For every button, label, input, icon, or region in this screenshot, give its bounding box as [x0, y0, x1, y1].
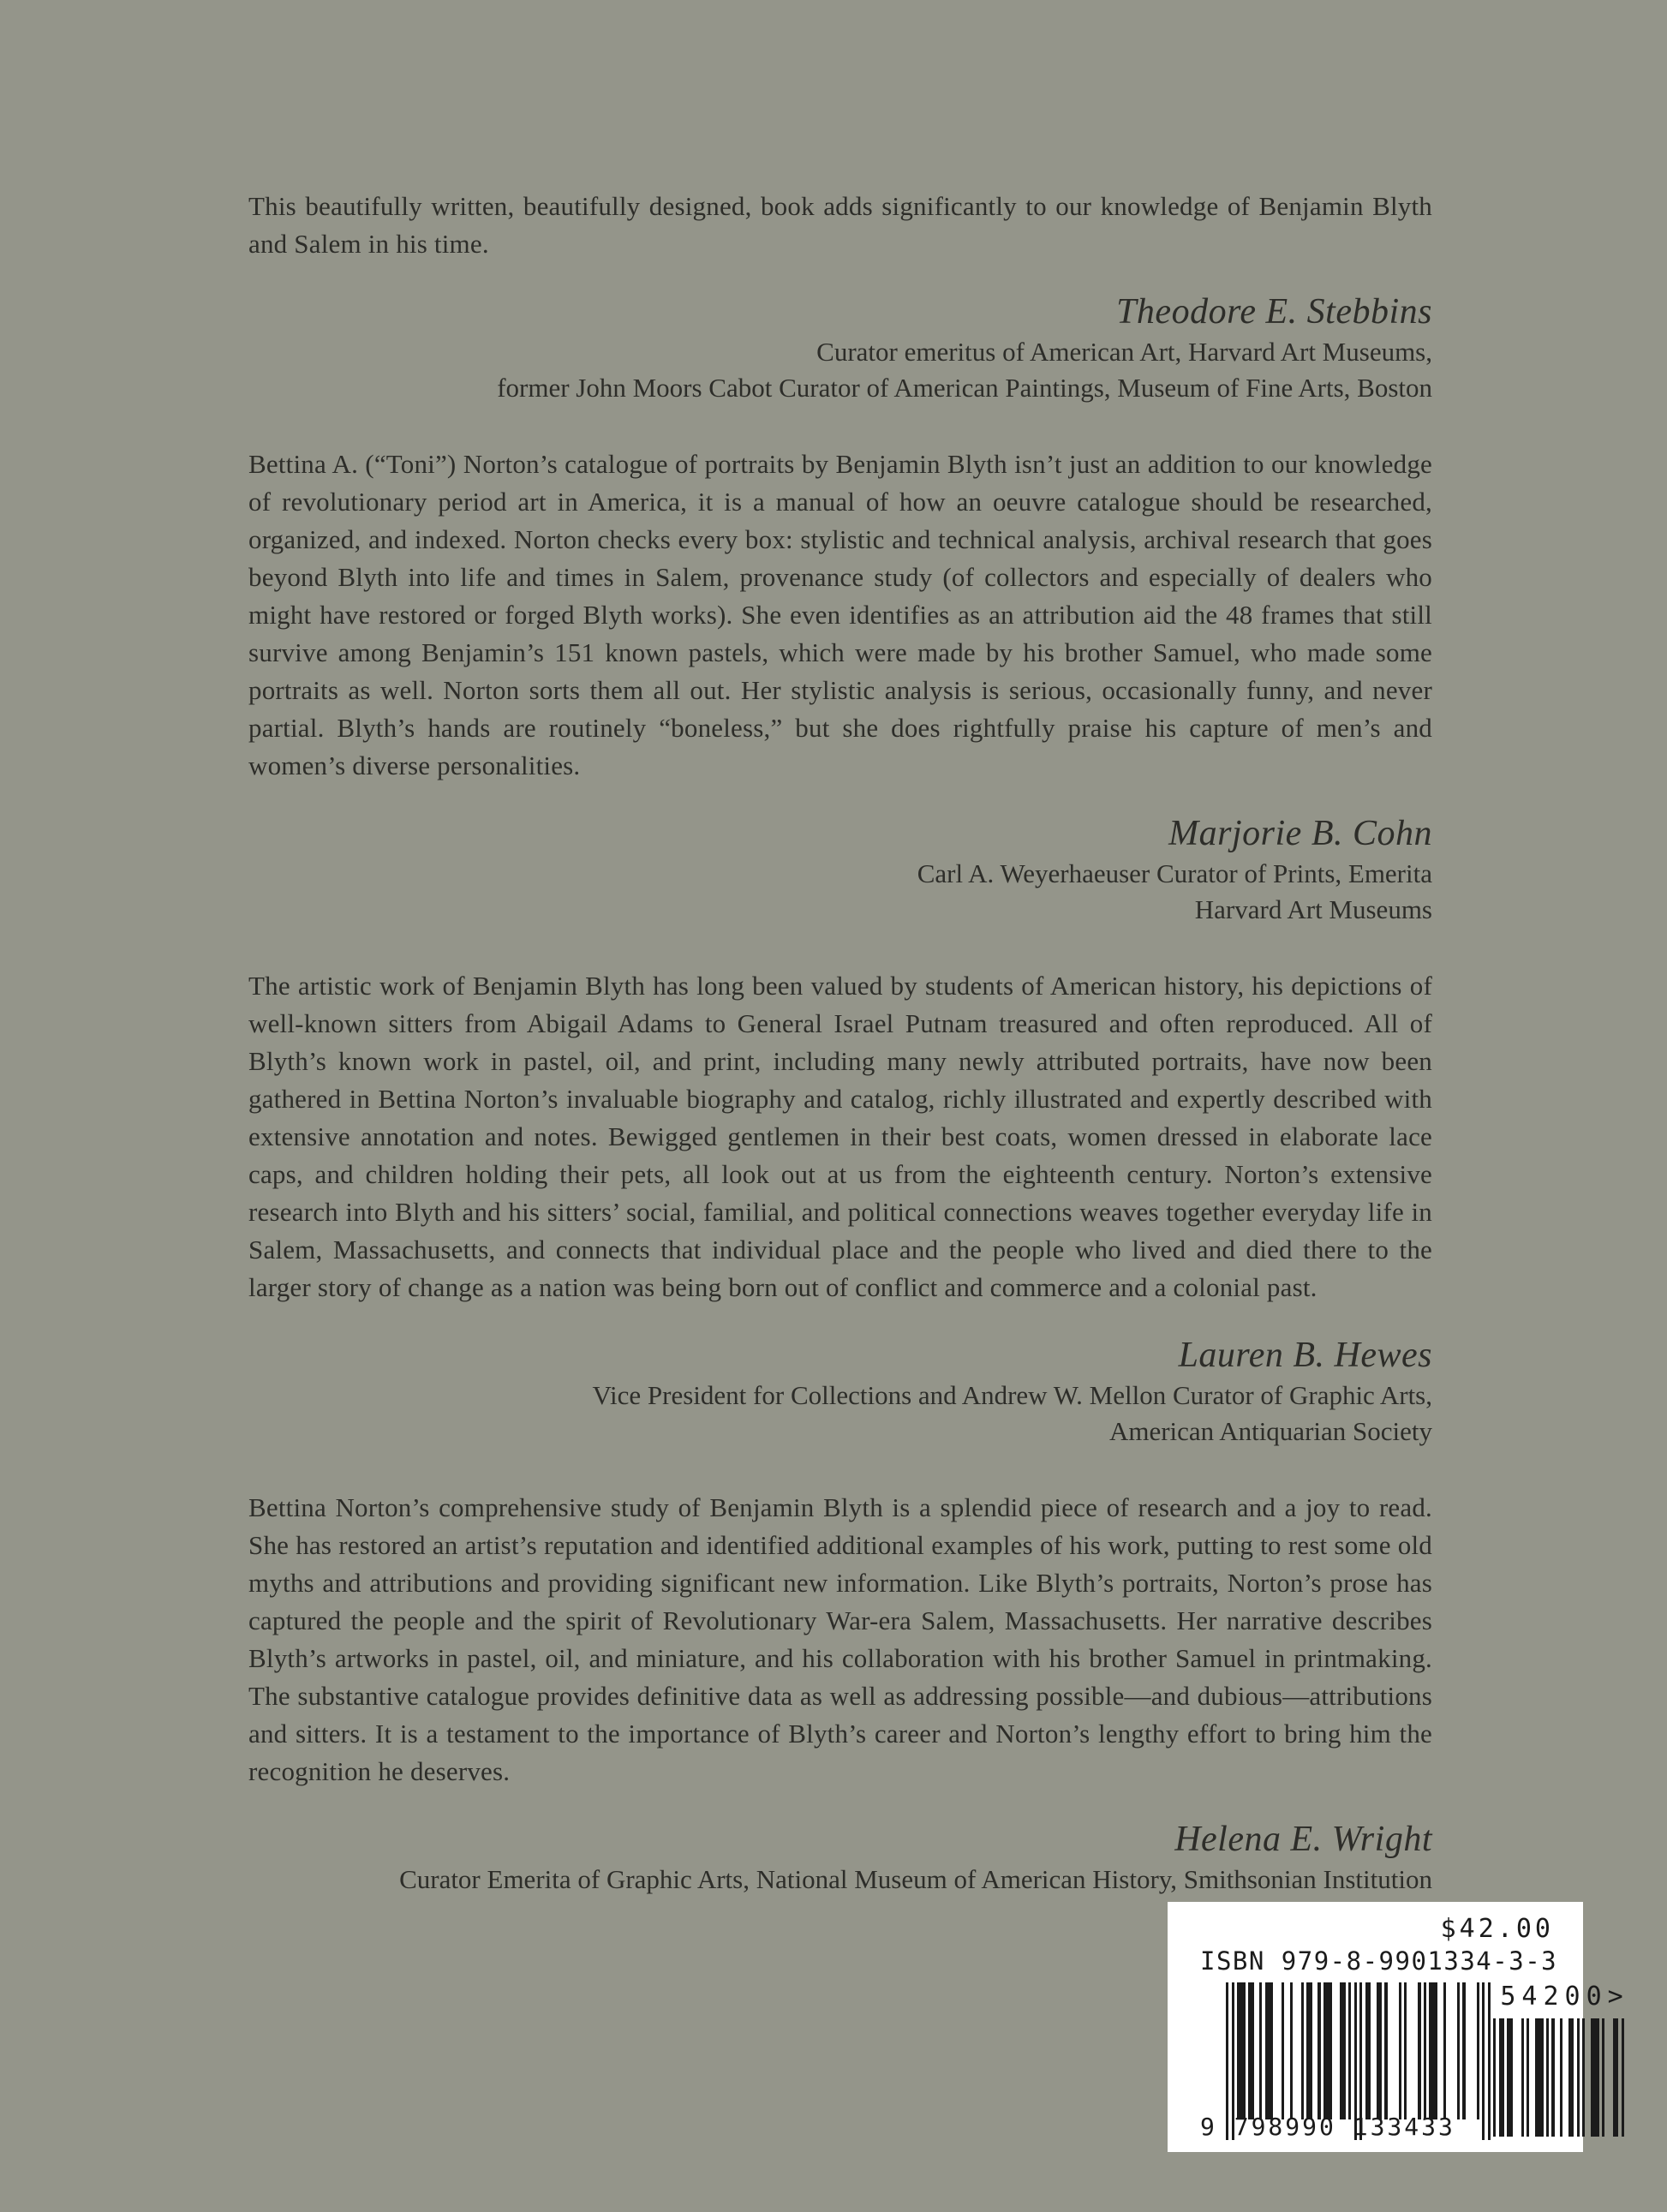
ean-number-line: 9 798990 133433	[1200, 2113, 1455, 2141]
isbn-label: ISBN 979-8-9901334-3-3	[1200, 1946, 1558, 1976]
blurb-credit: Vice President for Collections and Andrew W. Mellon Curator of Graphic Arts,	[592, 1380, 1432, 1410]
isbn-barcode-panel	[1168, 1902, 1629, 2152]
barcode-row	[1200, 1982, 1629, 2142]
blurb-cohn	[248, 445, 1432, 928]
blurb-author: Lauren B. Hewes	[1178, 1336, 1432, 1375]
blurb-text: The artistic work of Benjamin Blyth has long been valued by students of American history, his depictions of well-known sitters from Abigail Adams to General Israel Putnam treasured and often reproduced. All of Blyth’s known work in pastel, oil, and print, including many newly attributed portraits, have now been gathered in Bettina Norton’s invaluable biography and catalog, richly illustrated and expertly described with extensive annotation and notes. Bewigged gentlemen in their best coats, women dressed in elaborate lace caps, and children holding their pets, all look out at us from the eighteenth century. Norton’s extensive research into Blyth and his sitters’ social, familial, and political connections weaves together everyday life in Salem, Massachusetts, and connects that individual place and the people who lived and died there to the larger story of change as a nation was being born out of conflict and commerce and a colonial past.	[248, 971, 1432, 1302]
blurb-credit: American Antiquarian Society	[1108, 1416, 1432, 1446]
blurb-author: Theodore E. Stebbins	[1116, 292, 1432, 332]
blurb-stebbins	[248, 188, 1432, 406]
blurb-credit: Curator Emerita of Graphic Arts, National Museum of American History, Smithsonian Institution	[399, 1864, 1432, 1894]
blurb-text: Bettina Norton’s comprehensive study of Benjamin Blyth is a splendid piece of research and a joy to read. She has restored an artist’s reputation and identified additional examples of his work, putting to rest some old myths and attributions and providing significant new information. Like Blyth’s portraits, Norton’s prose has captured the people and the spirit of Revolutionary War-era Salem, Massachusetts. Her narrative describes Blyth’s artworks in pastel, oil, and miniature, and his collaboration with his brother Samuel in printmaking. The substantive catalogue provides definitive data as well as addressing possible—and dubious—attributions and sitters. It is a testament to the importance of Blyth’s career and Norton’s lengthy effort to bring him the recognition he deserves.	[248, 1492, 1432, 1786]
blurb-author: Helena E. Wright	[1174, 1820, 1432, 1859]
blurb-column	[248, 161, 1432, 1937]
price-label: $42.00	[1440, 1914, 1554, 1944]
blurb-credit: former John Moors Cabot Curator of American Paintings, Museum of Fine Arts, Boston	[497, 373, 1432, 403]
blurb-credit: Carl A. Weyerhaeuser Curator of Prints, Emerita	[917, 858, 1432, 888]
blurb-hewes	[248, 967, 1432, 1450]
blurb-author: Marjorie B. Cohn	[1168, 814, 1432, 853]
blurb-text: Bettina A. (“Toni”) Norton’s catalogue of portraits by Benjamin Blyth isn’t just an addition to our knowledge of revolutionary period art in America, it is a manual of how an oeuvre catalogue should be researched, organized, and indexed. Norton checks every box: stylistic and technical analysis, archival research that goes beyond Blyth into life and times in Salem, provenance study (of collectors and especially of dealers who might have restored or forged Blyth works). She even identifies as an attribution aid the 48 frames that still survive among Benjamin’s 151 known pastels, which were made by his brother Samuel, who made some portraits as well. Norton sorts them all out. Her stylistic analysis is serious, occasionally funny, and never partial. Blyth’s hands are routinely “boneless,” but she does rightfully praise his capture of men’s and women’s diverse personalities.	[248, 449, 1432, 780]
ean-barcode-bars	[1226, 1982, 1491, 2119]
blurb-credit: Harvard Art Museums	[1194, 894, 1432, 924]
blurb-text: This beautifully written, beautifully designed, book adds significantly to our knowledge of Benjamin Blyth and Salem in his time.	[248, 191, 1432, 259]
ean-addon-barcode	[1491, 1982, 1629, 2137]
blurb-wright	[248, 1489, 1432, 1898]
addon-barcode-bars	[1491, 2018, 1624, 2137]
blurb-credit: Curator emeritus of American Art, Harvard Art Museums,	[816, 337, 1432, 367]
addon-code-label: 54200>	[1500, 1982, 1629, 2012]
ean-barcode	[1200, 1982, 1491, 2142]
